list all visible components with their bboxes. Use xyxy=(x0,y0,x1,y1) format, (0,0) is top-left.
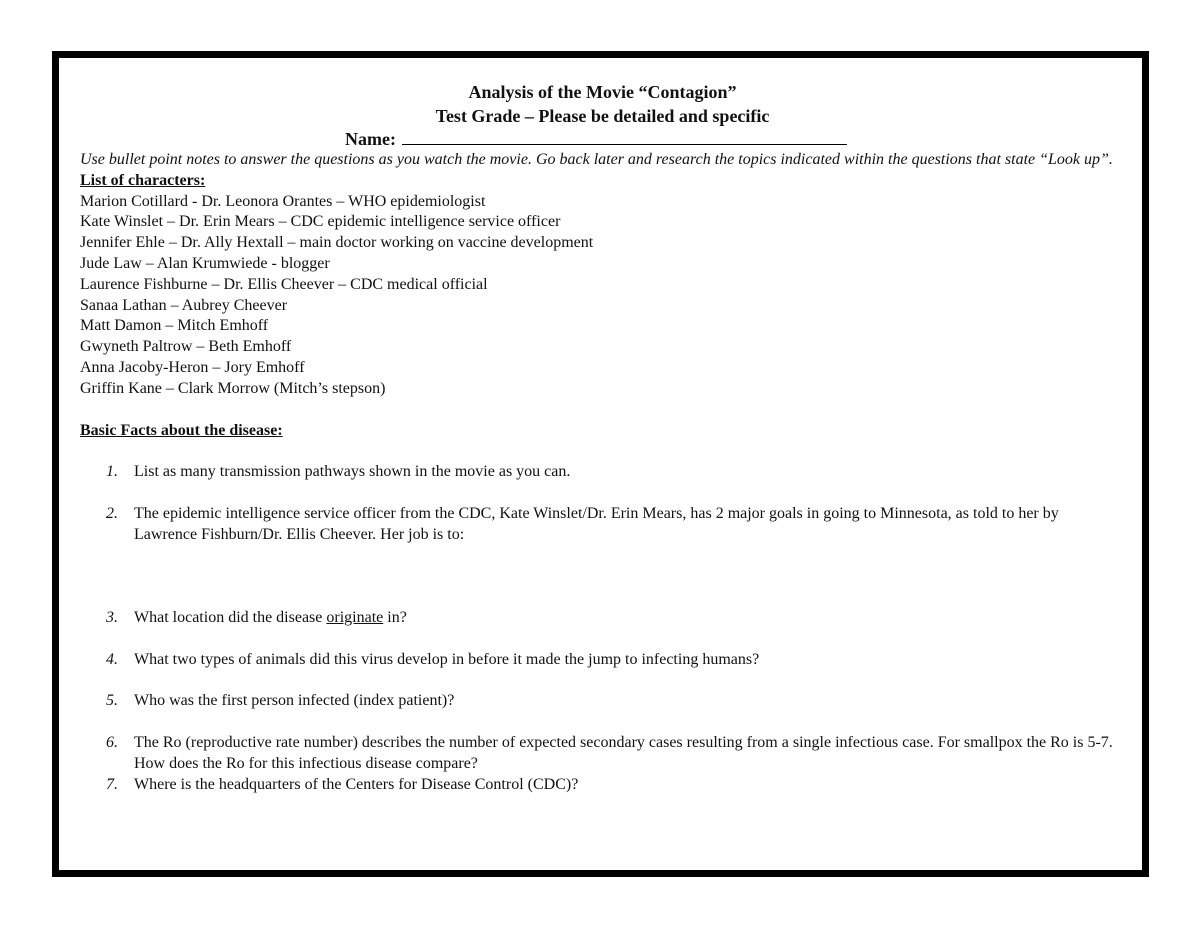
character-item: Jude Law – Alan Krumwiede - blogger xyxy=(80,254,330,272)
character-item: Kate Winslet – Dr. Erin Mears – CDC epidemic intelligence service officer xyxy=(80,213,561,231)
document-title: Analysis of the Movie “Contagion” xyxy=(468,82,737,102)
character-item: Sanaa Lathan – Aubrey Cheever xyxy=(80,296,288,314)
characters-heading: List of characters: xyxy=(80,171,206,189)
facts-heading: Basic Facts about the disease: xyxy=(80,421,283,439)
document-subtitle: Test Grade – Please be detailed and specific xyxy=(435,106,770,126)
question-number: 1. xyxy=(106,463,118,481)
question-number: 2. xyxy=(106,505,118,523)
character-item: Griffin Kane – Clark Morrow (Mitch’s stepson) xyxy=(80,379,386,397)
instructions: Use bullet point notes to answer the questions as you watch the movie. Go back later and research the topics indicated within the questions that state “Look up”. xyxy=(80,151,1113,168)
question-item xyxy=(80,608,1125,629)
name-field xyxy=(80,128,1125,150)
question-text: The epidemic intelligence service officer from the CDC, Kate Winslet/Dr. Erin Mears, has 2 major goals in going to Minnesota, as told to her by Lawrence Fishburn/Dr. Ellis Cheever. Her job is to: xyxy=(134,505,1059,543)
question-text-underlined: originate xyxy=(326,608,384,626)
question-item xyxy=(80,775,1125,796)
characters-list xyxy=(80,192,1125,400)
question-text: What two types of animals did this virus develop in before it made the jump to infecting humans? xyxy=(134,650,760,668)
question-text: List as many transmission pathways shown in the movie as you can. xyxy=(134,463,571,481)
question-item xyxy=(80,650,1125,671)
character-item: Marion Cotillard - Dr. Leonora Orantes – WHO epidemiologist xyxy=(80,192,486,210)
question-text: Where is the headquarters of the Centers for Disease Control (CDC)? xyxy=(134,775,579,793)
question-text: The Ro (reproductive rate number) describes the number of expected secondary cases resulting from a single infectious case. For smallpox the Ro is 5-7. How does the Ro for this infectious disease compare? xyxy=(134,734,1113,772)
character-item: Jennifer Ehle – Dr. Ally Hextall – main doctor working on vaccine development xyxy=(80,234,594,252)
question-item xyxy=(80,504,1125,546)
worksheet xyxy=(80,80,1125,796)
question-number: 4. xyxy=(106,650,118,668)
question-text-post: in? xyxy=(383,608,407,626)
question-item xyxy=(80,733,1125,775)
question-number: 3. xyxy=(106,608,118,626)
question-number: 6. xyxy=(106,734,118,752)
name-label: Name: xyxy=(345,129,396,149)
question-text-pre: What location did the disease xyxy=(134,608,327,626)
question-text: Who was the first person infected (index patient)? xyxy=(134,692,455,710)
character-item: Anna Jacoby-Heron – Jory Emhoff xyxy=(80,358,305,376)
name-blank-line[interactable] xyxy=(402,128,847,145)
character-item: Gwyneth Paltrow – Beth Emhoff xyxy=(80,338,292,356)
character-item: Matt Damon – Mitch Emhoff xyxy=(80,317,269,335)
question-number: 7. xyxy=(106,775,118,793)
question-number: 5. xyxy=(106,692,118,710)
question-item xyxy=(80,462,1125,483)
questions-list xyxy=(80,462,1125,795)
character-item: Laurence Fishburne – Dr. Ellis Cheever – CDC medical official xyxy=(80,275,488,293)
question-item xyxy=(80,691,1125,712)
